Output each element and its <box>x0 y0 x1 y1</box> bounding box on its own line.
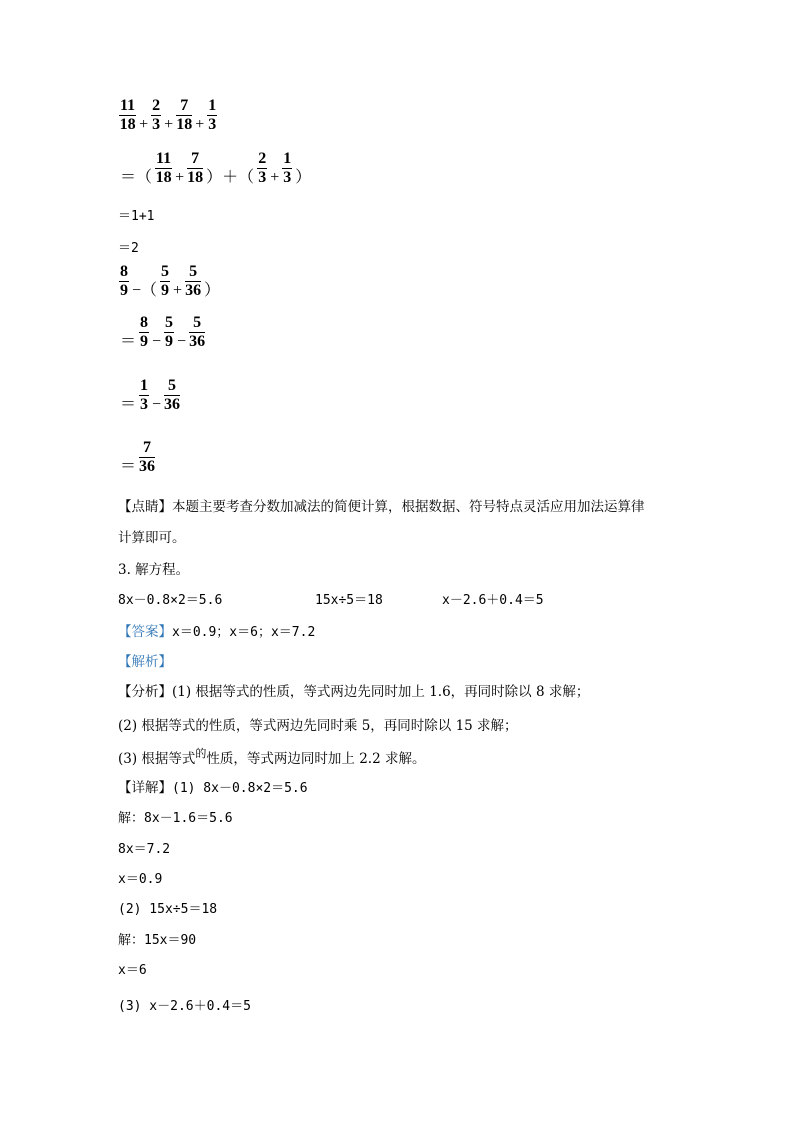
solution-step: (1) 8x－0.8×2＝5.6 <box>172 781 308 796</box>
denominator: 36 <box>139 458 156 475</box>
math-line <box>118 263 222 300</box>
equation-3: x－2.6＋0.4＝5 <box>442 593 544 608</box>
denominator: 9 <box>140 333 149 350</box>
numerator: 7 <box>176 97 192 116</box>
operator: ＝ <box>120 458 137 475</box>
fraction <box>139 439 155 476</box>
denominator: 36 <box>185 282 202 299</box>
denominator: 3 <box>152 116 161 133</box>
numerator: 1 <box>208 97 217 114</box>
answer-tag: 【答案】 <box>118 624 172 640</box>
numerator: 2 <box>152 97 161 114</box>
operator: + <box>270 169 280 186</box>
numerator: 8 <box>140 314 149 331</box>
fraction <box>282 150 292 187</box>
fraction <box>139 314 149 351</box>
solution-step: (3) x－2.6＋0.4＝5 <box>118 999 251 1014</box>
operator: + <box>195 116 205 133</box>
operator: ） <box>204 282 221 299</box>
fraction <box>187 150 203 187</box>
math-line <box>118 237 139 256</box>
fenxi-text-3sup: 的 <box>195 747 207 760</box>
math-text: ＝1+1 <box>118 209 155 224</box>
denominator: 3 <box>140 396 149 413</box>
math-line <box>118 439 156 476</box>
fraction <box>160 263 170 300</box>
fraction <box>139 377 149 414</box>
fraction <box>207 97 217 134</box>
operator: − <box>152 396 162 413</box>
question-equations <box>118 593 678 609</box>
math-line <box>118 150 313 187</box>
numerator: 5 <box>165 314 174 331</box>
dianjing-line-2: 计算即可。 <box>118 530 186 546</box>
fraction <box>189 314 205 351</box>
math-line <box>118 205 154 224</box>
xiangjie-line-1 <box>118 780 308 797</box>
operator: ＝ <box>120 396 137 413</box>
numerator: 8 <box>120 263 128 280</box>
question-title: 3. 解方程。 <box>118 562 190 578</box>
fraction <box>119 97 136 134</box>
fraction <box>257 150 267 187</box>
math-line <box>118 97 218 134</box>
math-line <box>118 314 206 351</box>
math-text: ＝2 <box>118 241 139 256</box>
solution-step: x＝6 <box>118 963 147 978</box>
solution-step: 8x＝7.2 <box>118 842 171 857</box>
numerator: 2 <box>258 150 267 167</box>
numerator: 11 <box>120 97 136 114</box>
operator: + <box>139 116 149 133</box>
denominator: 9 <box>161 282 170 299</box>
denominator: 3 <box>258 169 267 186</box>
equation-1: 8x－0.8×2＝5.6 <box>118 593 223 608</box>
solution-step: x＝0.9 <box>118 872 163 887</box>
fenxi-line-1 <box>118 684 589 700</box>
dianjing-tag: 【点睛】 <box>118 499 172 515</box>
denominator: 18 <box>119 116 136 133</box>
solution-step: 解：15x＝90 <box>118 933 197 948</box>
denominator: 3 <box>208 116 217 133</box>
fenxi-line-2: (2) 根据等式的性质，等式两边先同时乘 5，再同时除以 15 求解； <box>118 718 518 734</box>
numerator: 7 <box>139 439 155 458</box>
fraction <box>164 377 180 414</box>
fenxi-text-1: (1) 根据等式的性质，等式两边先同时加上 1.6，再同时除以 8 求解； <box>172 684 590 700</box>
dianjing-line-1 <box>118 499 645 515</box>
operator: ）＋（ <box>206 169 255 186</box>
answer-line <box>118 624 315 641</box>
dianjing-text: 本题主要考查分数加减法的简便计算，根据数据、符号特点灵活应用加法运算律 <box>172 499 645 515</box>
fraction <box>164 314 174 351</box>
fraction <box>176 97 192 134</box>
operator: − <box>177 333 187 350</box>
operator: ＝（ <box>120 169 153 186</box>
denominator: 3 <box>283 169 292 186</box>
numerator: 11 <box>156 150 172 167</box>
denominator: 18 <box>187 169 204 186</box>
denominator: 9 <box>165 333 174 350</box>
fenxi-text-3b: 性质，等式两边同时加上 2.2 求解。 <box>206 751 426 767</box>
numerator: 1 <box>283 150 292 167</box>
denominator: 36 <box>189 333 206 350</box>
denominator: 9 <box>120 282 128 299</box>
fraction <box>151 97 161 134</box>
solution-step: (2) 15x÷5＝18 <box>118 902 218 917</box>
fraction <box>119 263 129 300</box>
denominator: 36 <box>164 396 181 413</box>
operator: + <box>164 116 174 133</box>
fenxi-text-3a: (3) 根据等式 <box>118 751 196 767</box>
fraction <box>185 263 201 300</box>
solution-step: 解：8x－1.6＝5.6 <box>118 811 233 826</box>
fenxi-line-3 <box>118 747 426 768</box>
operator: ＝ <box>120 333 137 350</box>
answer-text: x＝0.9；x＝6；x＝7.2 <box>172 625 316 640</box>
denominator: 18 <box>155 169 172 186</box>
operator: − <box>152 333 162 350</box>
numerator: 5 <box>161 263 170 280</box>
math-line <box>118 377 181 414</box>
numerator: 5 <box>189 314 205 333</box>
xiangjie-tag: 【详解】 <box>118 780 172 796</box>
equation-2: 15x÷5＝18 <box>315 593 383 608</box>
fenxi-tag: 【分析】 <box>118 684 172 700</box>
operator: + <box>173 282 183 299</box>
numerator: 5 <box>185 263 201 282</box>
numerator: 5 <box>164 377 180 396</box>
numerator: 1 <box>140 377 149 394</box>
jiexi-tag: 【解析】 <box>118 654 172 670</box>
fraction <box>155 150 172 187</box>
denominator: 18 <box>176 116 193 133</box>
operator: ） <box>295 169 312 186</box>
operator: + <box>175 169 185 186</box>
operator: −（ <box>132 282 158 299</box>
numerator: 7 <box>187 150 203 169</box>
